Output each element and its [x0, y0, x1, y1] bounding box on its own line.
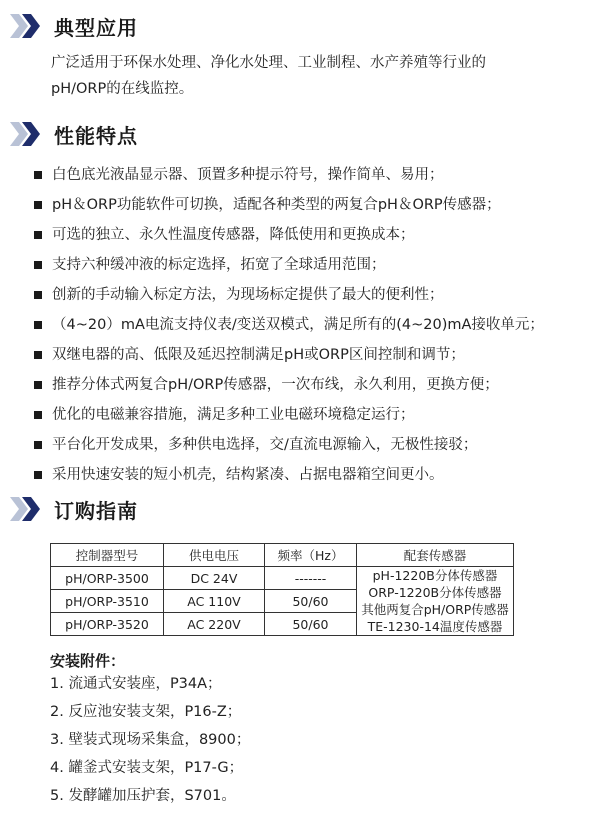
list-item: 5. 发酵罐加压护套，S701。	[50, 788, 236, 804]
feature-text: 采用快速安装的短小机壳，结构紧凑、占据电器箱空间更小。	[52, 467, 444, 483]
list-item	[34, 400, 594, 430]
section-header-ordering	[8, 493, 138, 525]
double-chevron-icon	[8, 120, 44, 148]
voltage-cell: DC 24V	[164, 567, 265, 590]
column-header: 供电电压	[164, 544, 265, 567]
model-cell: pH/ORP-3520	[51, 613, 164, 636]
applications-line: pH/ORP的在线监控。	[51, 81, 194, 97]
feature-text: 推荐分体式两复合pH/ORP传感器，一次布线，永久利用，更换方便；	[52, 377, 499, 393]
square-bullet-icon	[34, 201, 42, 209]
section-header-applications	[8, 10, 138, 42]
column-header: 配套传感器	[357, 544, 514, 567]
square-bullet-icon	[34, 291, 42, 299]
applications-description	[51, 50, 571, 102]
features-list	[34, 160, 594, 490]
feature-text: 白色底光液晶显示器、顶置多种提示符号，操作简单、易用；	[52, 167, 444, 183]
table-header-row	[51, 544, 514, 567]
square-bullet-icon	[34, 351, 42, 359]
voltage-cell: AC 220V	[164, 613, 265, 636]
square-bullet-icon	[34, 381, 42, 389]
double-chevron-icon	[8, 12, 44, 40]
section-title: 性能特点	[54, 123, 138, 148]
square-bullet-icon	[34, 321, 42, 329]
column-header: 频率（Hz）	[265, 544, 357, 567]
list-item	[34, 370, 594, 400]
sensor-item: ORP-1220B分体传感器	[368, 585, 502, 600]
list-item	[34, 310, 594, 340]
list-item: 2. 反应池安装支架，P16-Z；	[50, 704, 242, 720]
feature-text: 可选的独立、永久性温度传感器，降低使用和更换成本；	[52, 227, 415, 243]
accessories-list	[50, 670, 250, 810]
sensor-item: TE-1230-14温度传感器	[367, 619, 503, 634]
double-chevron-icon	[8, 495, 44, 523]
list-item	[34, 280, 594, 310]
model-cell: pH/ORP-3510	[51, 590, 164, 613]
feature-text: pH＆ORP功能软件可切换，适配各种类型的两复合pH＆ORP传感器；	[52, 197, 501, 213]
feature-text: 平台化开发成果，多种供电选择，交/直流电源输入，无极性接驳；	[52, 437, 478, 453]
model-cell: pH/ORP-3500	[51, 567, 164, 590]
frequency-cell: -------	[265, 567, 357, 590]
list-item: 4. 罐釜式安装支架，P17-G；	[50, 760, 244, 776]
order-table	[50, 543, 514, 636]
sensor-item: pH-1220B分体传感器	[372, 568, 498, 583]
list-item	[34, 190, 594, 220]
section-header-features	[8, 118, 138, 150]
square-bullet-icon	[34, 171, 42, 179]
list-item	[34, 460, 594, 490]
section-title: 订购指南	[54, 498, 138, 523]
list-item: 3. 壁装式现场采集盒，8900；	[50, 732, 251, 748]
list-item	[34, 220, 594, 250]
feature-text: 优化的电磁兼容措施，满足多种工业电磁环境稳定运行；	[52, 407, 415, 423]
frequency-cell: 50/60	[265, 590, 357, 613]
frequency-cell: 50/60	[265, 613, 357, 636]
applications-line: 广泛适用于环保水处理、净化水处理、工业制程、水产养殖等行业的	[51, 55, 486, 71]
feature-text: 双继电器的高、低限及延迟控制满足pH或ORP区间控制和调节；	[52, 347, 465, 363]
table-row	[51, 567, 514, 590]
square-bullet-icon	[34, 411, 42, 419]
feature-text: （4~20）mA电流支持仪表/变送双模式，满足所有的(4~20)mA接收单元；	[52, 317, 544, 333]
list-item	[34, 250, 594, 280]
square-bullet-icon	[34, 441, 42, 449]
list-item	[34, 160, 594, 190]
square-bullet-icon	[34, 261, 42, 269]
list-item	[34, 340, 594, 370]
square-bullet-icon	[34, 231, 42, 239]
voltage-cell: AC 110V	[164, 590, 265, 613]
column-header: 控制器型号	[51, 544, 164, 567]
square-bullet-icon	[34, 471, 42, 479]
list-item	[34, 430, 594, 460]
section-title: 典型应用	[54, 15, 138, 40]
feature-text: 支持六种缓冲液的标定选择，拓宽了全球适用范围；	[52, 257, 386, 273]
feature-text: 创新的手动输入标定方法，为现场标定提供了最大的便利性；	[52, 287, 444, 303]
sensor-item: 其他两复合pH/ORP传感器	[361, 602, 509, 617]
accessories-title: 安装附件：	[50, 652, 126, 670]
sensors-cell	[357, 567, 514, 636]
list-item: 1. 流通式安装座，P34A；	[50, 676, 222, 692]
